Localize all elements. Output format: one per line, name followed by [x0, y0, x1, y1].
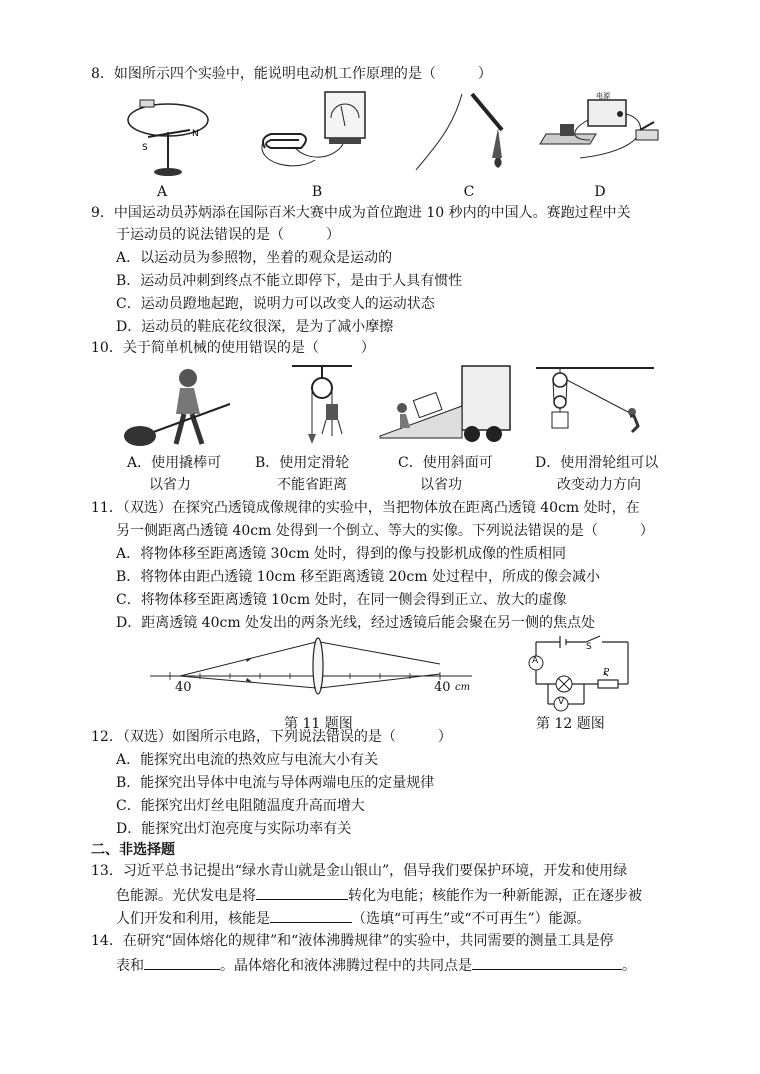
q11-lens-figure	[150, 636, 480, 696]
q11-option-d: D．距离透镜 40cm 处发出的两条光线，经过透镜后能会聚在另一侧的焦点处	[116, 615, 596, 631]
voltmeter-label: V	[558, 697, 565, 707]
q11-stem-line1: 11．（双选）在探究凸透镜成像规律的实验中，当把物体放在距离凸透镜 40cm 处时，在	[91, 500, 640, 516]
q10-caption-c-line1: C．使用斜面可	[398, 455, 493, 471]
q13-line3-end: （选填“可再生”或“不可再生”）能源。	[352, 911, 591, 927]
q11-figure-caption: 第 11 题图	[284, 716, 353, 732]
q14-line2-start: 表和	[116, 958, 144, 974]
q13-line2-start: 色能源。光伏发电是将	[116, 888, 256, 904]
q10-caption-d-line1: D．使用滑轮组可以	[535, 455, 659, 471]
q9-stem-line2: 于运动员的说法错误的是（ ）	[116, 227, 340, 243]
q11-figure-right-mark: 40	[434, 680, 451, 695]
q12-option-b: B．能探究出导体中电流与导体两端电压的定量规律	[116, 775, 435, 791]
q8-label-a: A	[156, 184, 168, 200]
q14-line2-middle: 。晶体熔化和液体沸腾过程中的共同点是	[220, 958, 472, 974]
q10-caption-b	[255, 452, 349, 496]
slider-label: P	[603, 668, 610, 678]
q10-figure-c	[380, 366, 515, 446]
q13-line3	[116, 908, 591, 929]
q13-blank-2[interactable]	[270, 908, 352, 923]
q11-option-c: C．将物体移至距离透镜 10cm 处时，在同一侧会得到正立、放大的虚像	[116, 592, 567, 608]
q12-figure-caption: 第 12 题图	[536, 716, 605, 732]
q12-stem: 12．（双选）如图所示电路，下列说法错误的是（ ）	[91, 729, 452, 745]
q8-label-c: C	[463, 184, 475, 200]
q14-blank-2[interactable]	[472, 955, 622, 970]
section-2-title: 二、非选择题	[91, 842, 175, 858]
q10-caption-b-line1: B．使用定滑轮	[255, 455, 350, 471]
svg-text:S: S	[142, 143, 148, 153]
q13-line2	[116, 885, 642, 906]
q10-caption-b-line2: 不能省距离	[277, 477, 347, 493]
q9-option-c: C．运动员蹬地起跑，说明力可以改变人的运动状态	[116, 296, 435, 312]
q9-option-b: B．运动员冲刺到终点不能立即停下，是由于人具有惯性	[116, 273, 463, 289]
q8-figure-d	[540, 90, 670, 180]
q10-caption-c	[398, 452, 493, 496]
q10-caption-d	[535, 452, 658, 496]
q13-line2-end: 转化为电能；核能作为一种新能源，正在逐步被	[348, 888, 642, 904]
q10-figure-d	[536, 366, 656, 446]
svg-text:N: N	[192, 129, 199, 139]
q12-option-a: A．能探究出电流的热效应与电流大小有关	[116, 752, 379, 768]
q14-line2	[116, 955, 636, 976]
q12-option-d: D．能探究出灯泡亮度与实际功率有关	[116, 821, 352, 837]
q8-stem: 8．如图所示四个实验中，能说明电动机工作原理的是（ ）	[91, 66, 492, 82]
q10-caption-a	[127, 452, 221, 496]
q8-figure-c	[412, 90, 522, 180]
q11-figure-unit: cm	[455, 682, 471, 693]
switch-label: S	[586, 642, 592, 652]
q9-stem-line1: 9．中国运动员苏炳添在国际百米大赛中成为首位跑进 10 秒内的中国人。赛跑过程中关	[91, 205, 631, 221]
q9-option-a: A．以运动员为参照物，坐着的观众是运动的	[116, 250, 393, 266]
ammeter-label: A	[532, 656, 539, 666]
q14-line2-end: 。	[622, 958, 636, 974]
svg-text:电源: 电源	[596, 92, 610, 100]
q8-label-b: B	[311, 184, 323, 200]
q8-figure-a	[118, 92, 218, 182]
q11-option-b: B．将物体由距凸透镜 10cm 移至距离透镜 20cm 处过程中，所成的像会减小	[116, 569, 600, 585]
q11-figure-left-mark: 40	[175, 680, 192, 695]
q14-blank-1[interactable]	[144, 955, 220, 970]
q10-figure-b	[292, 364, 352, 454]
q9-option-d: D．运动员的鞋底花纹很深，是为了减小摩擦	[116, 319, 394, 335]
q10-figure-a	[118, 364, 238, 450]
q10-stem: 10．关于简单机械的使用错误的是（ ）	[91, 340, 375, 356]
q10-caption-c-line2: 以省功	[420, 477, 462, 493]
q12-option-c: C．能探究出灯丝电阻随温度升高而增大	[116, 798, 365, 814]
q11-stem-line2: 另一侧距离凸透镜 40cm 处得到一个倒立、等大的实像。下列说法错误的是（ ）	[116, 523, 654, 539]
q8-figure-b	[255, 88, 375, 178]
q10-caption-a-line2: 以省力	[149, 477, 191, 493]
q10-caption-d-line2: 改变动力方向	[557, 477, 641, 493]
q13-line1: 13．习近平总书记提出“绿水青山就是金山银山”，倡导我们要保护环境，开发和使用绿	[91, 863, 628, 879]
q11-option-a: A．将物体移至距离透镜 30cm 处时，得到的像与投影机成像的性质相同	[116, 546, 566, 562]
q13-blank-1[interactable]	[256, 885, 348, 900]
q10-caption-a-line1: A．使用撬棒可	[127, 455, 222, 471]
q12-circuit-figure	[520, 632, 635, 722]
q13-line3-start: 人们开发和利用，核能是	[116, 911, 270, 927]
q8-label-d: D	[594, 184, 606, 200]
q14-line1: 14．在研究“固体熔化的规律”和“液体沸腾规律”的实验中，共同需要的测量工具是停	[91, 933, 614, 949]
